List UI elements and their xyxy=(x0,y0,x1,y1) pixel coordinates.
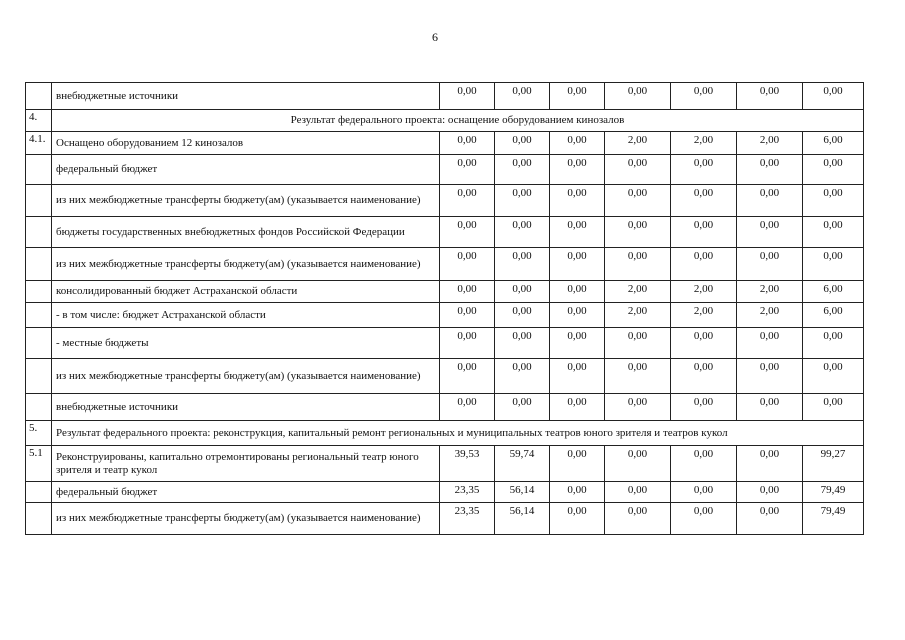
value-cell: 79,49 xyxy=(803,503,864,535)
value-cell: 0,00 xyxy=(495,248,550,281)
value-cell: 0,00 xyxy=(605,185,671,217)
value-cell: 0,00 xyxy=(440,303,495,328)
value-cell: 56,14 xyxy=(495,482,550,503)
row-label: внебюджетные источники xyxy=(52,394,440,421)
table-row xyxy=(26,482,864,503)
value-cell: 0,00 xyxy=(803,83,864,110)
section-row xyxy=(26,110,864,132)
row-index xyxy=(26,394,52,421)
value-cell: 0,00 xyxy=(550,328,605,359)
row-label: федеральный бюджет xyxy=(52,155,440,185)
value-cell: 0,00 xyxy=(550,155,605,185)
value-cell: 0,00 xyxy=(737,503,803,535)
value-cell: 99,27 xyxy=(803,446,864,482)
table-row xyxy=(26,83,864,110)
value-cell: 0,00 xyxy=(737,185,803,217)
value-cell: 2,00 xyxy=(737,303,803,328)
value-cell: 0,00 xyxy=(495,132,550,155)
value-cell: 0,00 xyxy=(440,83,495,110)
table-row xyxy=(26,359,864,394)
value-cell: 0,00 xyxy=(550,281,605,303)
value-cell: 0,00 xyxy=(550,217,605,248)
table-row xyxy=(26,328,864,359)
value-cell: 0,00 xyxy=(495,281,550,303)
value-cell: 0,00 xyxy=(671,394,737,421)
value-cell: 0,00 xyxy=(550,132,605,155)
row-label: бюджеты государственных внебюджетных фондов Российской Федерации xyxy=(52,217,440,248)
table-row xyxy=(26,303,864,328)
value-cell: 0,00 xyxy=(550,303,605,328)
row-index xyxy=(26,217,52,248)
value-cell: 79,49 xyxy=(803,482,864,503)
value-cell: 6,00 xyxy=(803,132,864,155)
value-cell: 6,00 xyxy=(803,303,864,328)
value-cell: 0,00 xyxy=(671,185,737,217)
row-index xyxy=(26,185,52,217)
value-cell: 0,00 xyxy=(440,281,495,303)
value-cell: 0,00 xyxy=(803,328,864,359)
table-row xyxy=(26,132,864,155)
row-index xyxy=(26,359,52,394)
value-cell: 0,00 xyxy=(671,155,737,185)
value-cell: 0,00 xyxy=(550,83,605,110)
row-index: 4.1. xyxy=(26,132,52,155)
row-index: 4. xyxy=(26,110,52,132)
value-cell: 0,00 xyxy=(495,303,550,328)
budget-table-body xyxy=(26,83,864,535)
value-cell: 0,00 xyxy=(737,446,803,482)
value-cell: 0,00 xyxy=(737,248,803,281)
value-cell: 0,00 xyxy=(671,328,737,359)
value-cell: 39,53 xyxy=(440,446,495,482)
value-cell: 0,00 xyxy=(550,359,605,394)
row-label: из них межбюджетные трансферты бюджету(ам) (указывается наименование) xyxy=(52,359,440,394)
table-row xyxy=(26,446,864,482)
value-cell: 6,00 xyxy=(803,281,864,303)
value-cell: 0,00 xyxy=(605,83,671,110)
row-label: из них межбюджетные трансферты бюджету(ам) (указывается наименование) xyxy=(52,503,440,535)
table-row xyxy=(26,281,864,303)
row-index: 5. xyxy=(26,421,52,446)
value-cell: 0,00 xyxy=(550,185,605,217)
value-cell: 23,35 xyxy=(440,482,495,503)
value-cell: 0,00 xyxy=(737,217,803,248)
value-cell: 0,00 xyxy=(495,394,550,421)
section-row xyxy=(26,421,864,446)
value-cell: 0,00 xyxy=(671,359,737,394)
value-cell: 0,00 xyxy=(803,155,864,185)
row-label: консолидированный бюджет Астраханской области xyxy=(52,281,440,303)
value-cell: 0,00 xyxy=(803,359,864,394)
row-label: - в том числе: бюджет Астраханской области xyxy=(52,303,440,328)
section-title: Результат федерального проекта: реконструкция, капитальный ремонт региональных и муниципальных театров юного зрителя и театров кукол xyxy=(52,421,864,446)
value-cell: 0,00 xyxy=(605,394,671,421)
value-cell: 2,00 xyxy=(605,281,671,303)
value-cell: 2,00 xyxy=(671,303,737,328)
value-cell: 0,00 xyxy=(440,132,495,155)
value-cell: 0,00 xyxy=(803,185,864,217)
value-cell: 59,74 xyxy=(495,446,550,482)
value-cell: 0,00 xyxy=(671,248,737,281)
page-number: 6 xyxy=(432,30,438,44)
value-cell: 2,00 xyxy=(605,132,671,155)
row-index xyxy=(26,281,52,303)
row-label: Оснащено оборудованием 12 кинозалов xyxy=(52,132,440,155)
row-index xyxy=(26,83,52,110)
value-cell: 0,00 xyxy=(440,155,495,185)
value-cell: 0,00 xyxy=(671,503,737,535)
table-row xyxy=(26,217,864,248)
row-label: внебюджетные источники xyxy=(52,83,440,110)
value-cell: 0,00 xyxy=(495,328,550,359)
value-cell: 0,00 xyxy=(605,503,671,535)
value-cell: 0,00 xyxy=(550,248,605,281)
table-row xyxy=(26,155,864,185)
value-cell: 0,00 xyxy=(671,217,737,248)
value-cell: 0,00 xyxy=(803,394,864,421)
row-index xyxy=(26,328,52,359)
value-cell: 0,00 xyxy=(495,359,550,394)
value-cell: 0,00 xyxy=(605,482,671,503)
row-label: - местные бюджеты xyxy=(52,328,440,359)
value-cell: 0,00 xyxy=(737,155,803,185)
value-cell: 0,00 xyxy=(495,83,550,110)
value-cell: 2,00 xyxy=(605,303,671,328)
table-row xyxy=(26,248,864,281)
row-index xyxy=(26,248,52,281)
budget-table xyxy=(25,82,864,535)
value-cell: 0,00 xyxy=(803,248,864,281)
value-cell: 0,00 xyxy=(671,446,737,482)
value-cell: 0,00 xyxy=(671,482,737,503)
row-label: федеральный бюджет xyxy=(52,482,440,503)
section-title: Результат федерального проекта: оснащение оборудованием кинозалов xyxy=(52,110,864,132)
value-cell: 0,00 xyxy=(605,217,671,248)
table-row xyxy=(26,503,864,535)
value-cell: 0,00 xyxy=(550,503,605,535)
value-cell: 0,00 xyxy=(495,185,550,217)
value-cell: 2,00 xyxy=(671,132,737,155)
value-cell: 0,00 xyxy=(737,359,803,394)
value-cell: 0,00 xyxy=(605,446,671,482)
row-label: из них межбюджетные трансферты бюджету(ам) (указывается наименование) xyxy=(52,185,440,217)
value-cell: 0,00 xyxy=(671,83,737,110)
value-cell: 0,00 xyxy=(495,217,550,248)
value-cell: 0,00 xyxy=(550,482,605,503)
value-cell: 0,00 xyxy=(605,328,671,359)
row-label: из них межбюджетные трансферты бюджету(ам) (указывается наименование) xyxy=(52,248,440,281)
row-label: Реконструированы, капитально отремонтированы региональный театр юного зрителя и театр кукол xyxy=(52,446,440,482)
value-cell: 2,00 xyxy=(737,281,803,303)
row-index: 5.1 xyxy=(26,446,52,482)
value-cell: 0,00 xyxy=(440,359,495,394)
value-cell: 0,00 xyxy=(440,248,495,281)
value-cell: 2,00 xyxy=(671,281,737,303)
value-cell: 2,00 xyxy=(737,132,803,155)
value-cell: 56,14 xyxy=(495,503,550,535)
value-cell: 0,00 xyxy=(737,482,803,503)
row-index xyxy=(26,303,52,328)
table-row xyxy=(26,394,864,421)
value-cell: 0,00 xyxy=(737,394,803,421)
value-cell: 23,35 xyxy=(440,503,495,535)
value-cell: 0,00 xyxy=(440,185,495,217)
value-cell: 0,00 xyxy=(803,217,864,248)
value-cell: 0,00 xyxy=(550,394,605,421)
value-cell: 0,00 xyxy=(495,155,550,185)
row-index xyxy=(26,155,52,185)
value-cell: 0,00 xyxy=(440,394,495,421)
value-cell: 0,00 xyxy=(737,83,803,110)
value-cell: 0,00 xyxy=(440,328,495,359)
table-row xyxy=(26,185,864,217)
value-cell: 0,00 xyxy=(440,217,495,248)
value-cell: 0,00 xyxy=(605,155,671,185)
value-cell: 0,00 xyxy=(605,359,671,394)
value-cell: 0,00 xyxy=(550,446,605,482)
row-index xyxy=(26,503,52,535)
value-cell: 0,00 xyxy=(737,328,803,359)
row-index xyxy=(26,482,52,503)
value-cell: 0,00 xyxy=(605,248,671,281)
